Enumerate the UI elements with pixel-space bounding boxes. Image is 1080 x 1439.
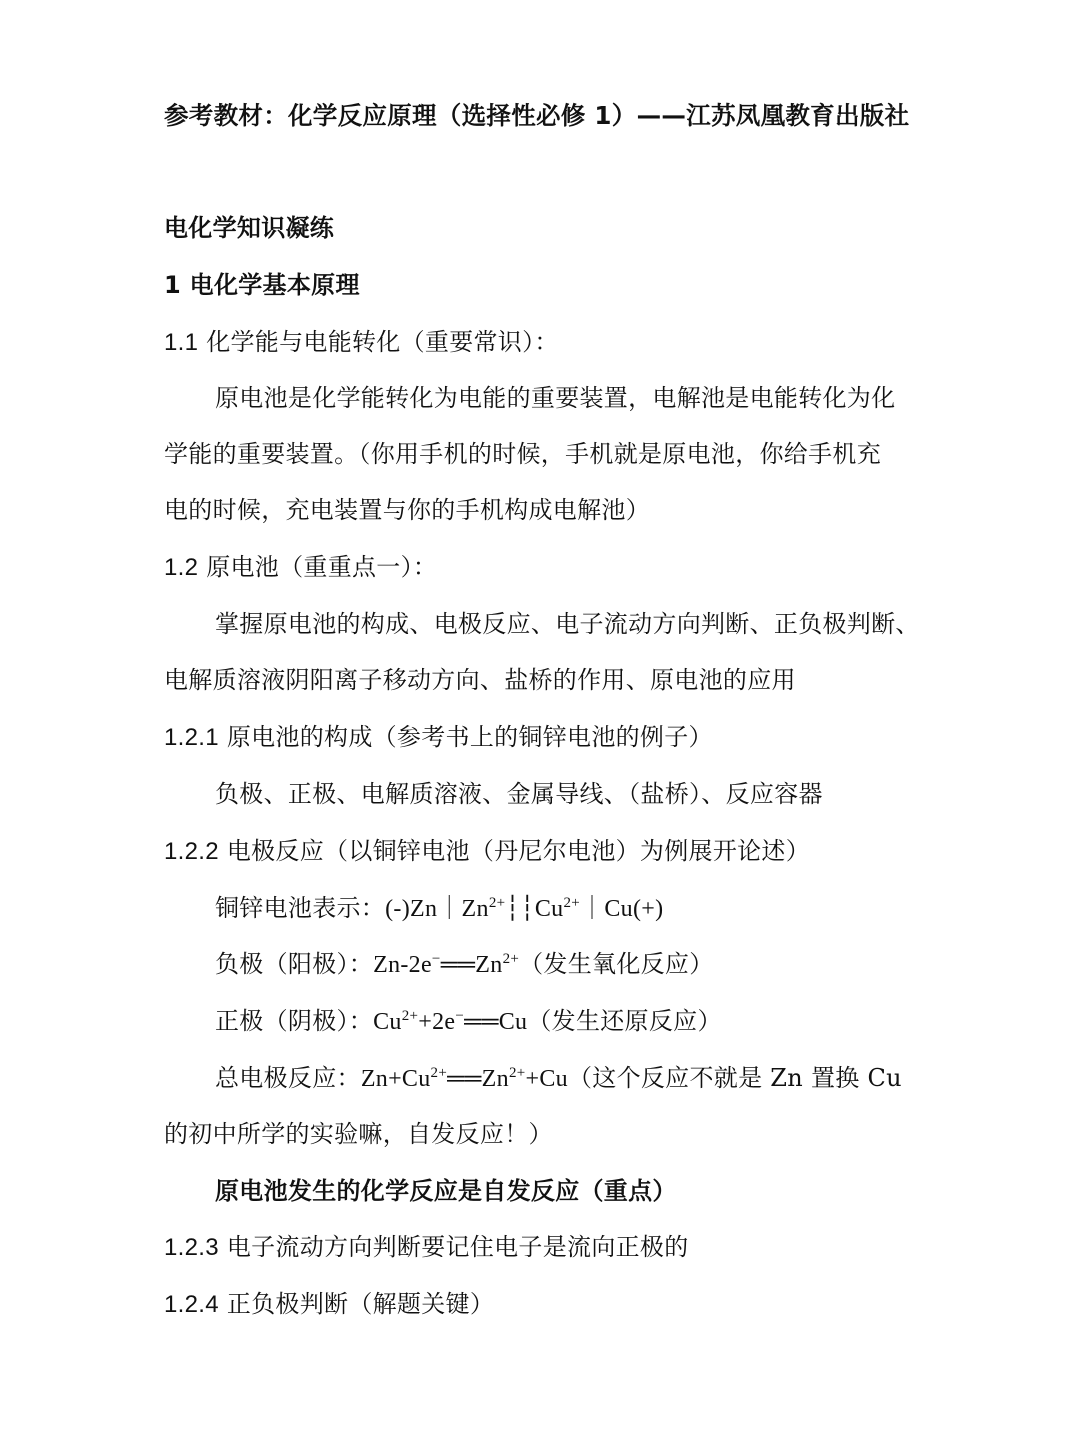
- heading-1-2-3: [164, 1231, 689, 1264]
- charge: 2+: [563, 895, 581, 911]
- paragraph-line: 原电池是化学能转化为电能的重要装置，电解池是电能转化为化: [215, 384, 896, 412]
- negative-electrode-reaction: [215, 948, 714, 981]
- formula-label: 总电极反应：: [215, 1064, 361, 1092]
- heading-text: 化学能与电能转化（重要常识）：: [206, 328, 559, 356]
- heading-1-2-2: [164, 835, 810, 868]
- formula-part: ══Cu: [464, 1009, 528, 1035]
- charge: 2+: [488, 895, 506, 911]
- paragraph-line: 电解质溶液阴阳离子移动方向、盐桥的作用、原电池的应用: [164, 666, 796, 694]
- heading-text: 正负极判断（解题关键）: [226, 1290, 495, 1318]
- emphasis-note: 原电池发生的化学反应是自发反应（重点）: [215, 1177, 677, 1205]
- formula-part: Cu: [373, 1009, 402, 1035]
- heading-number: 1.2.2: [164, 838, 219, 865]
- formula-part: ┆┆Cu: [505, 896, 564, 922]
- heading-1-1: [164, 326, 559, 359]
- heading-text: 电子流动方向判断要记住电子是流向正极的: [226, 1233, 689, 1261]
- paragraph-line: 电的时候，充电装置与你的手机构成电解池）: [164, 496, 650, 524]
- heading-number: 1.2.1: [164, 724, 219, 751]
- paragraph-line: 负极、正极、电解质溶液、金属导线、（盐桥）、反应容器: [215, 780, 823, 808]
- heading-number: 1: [164, 271, 181, 299]
- paragraph-line: 掌握原电池的构成、电极反应、电子流动方向判断、正负极判断、: [215, 610, 920, 638]
- paragraph-line: 的初中所学的实验嘛，自发反应！）: [164, 1120, 553, 1148]
- formula-part: ══Zn: [440, 952, 503, 978]
- heading-number: 1.2: [164, 554, 199, 581]
- formula-part: (-)Zn｜Zn: [385, 896, 489, 922]
- heading-1-2: [164, 551, 437, 584]
- heading-1-2-1: [164, 721, 713, 754]
- formula-part: +Cu: [525, 1066, 568, 1092]
- formula-note: （发生还原反应）: [527, 1007, 722, 1035]
- paragraph-line: 学能的重要装置。（你用手机的时候，手机就是原电池，你给手机充: [164, 440, 881, 468]
- positive-electrode-reaction: [215, 1005, 722, 1038]
- formula-note: （这个反应不就是 Zn 置换 Cu: [567, 1064, 902, 1092]
- heading-number: 1.2.4: [164, 1291, 219, 1318]
- charge: −: [431, 951, 441, 967]
- formula-part: Zn+Cu: [360, 1066, 431, 1092]
- formula-part: ══Zn: [447, 1066, 509, 1092]
- heading-number: 1.1: [164, 329, 199, 356]
- charge: 2+: [508, 1065, 526, 1081]
- heading-number: 1.2.3: [164, 1234, 219, 1261]
- battery-notation: [215, 892, 663, 925]
- charge: 2+: [502, 951, 520, 967]
- formula-note: （发生氧化反应）: [519, 950, 714, 978]
- heading-text: 电极反应（以铜锌电池（丹尼尔电池）为例展开论述）: [226, 837, 811, 865]
- formula-label: 铜锌电池表示：: [215, 894, 386, 922]
- section-title: 电化学知识凝练: [164, 214, 335, 242]
- heading-text: 原电池（重重点一）：: [206, 553, 438, 581]
- formula-part: +2e: [418, 1009, 456, 1035]
- charge: −: [455, 1008, 465, 1024]
- charge: 2+: [401, 1008, 419, 1024]
- formula-label: 正极（阴极）：: [215, 1007, 374, 1035]
- heading-1-2-4: [164, 1288, 494, 1321]
- formula-label: 负极（阳极）：: [215, 950, 374, 978]
- heading-1: [164, 269, 360, 301]
- formula-part: Zn-2e: [373, 952, 432, 978]
- formula-part: ｜Cu(+): [580, 896, 664, 922]
- heading-text: 电化学基本原理: [189, 271, 360, 299]
- charge: 2+: [430, 1065, 448, 1081]
- heading-text: 原电池的构成（参考书上的铜锌电池的例子）: [226, 723, 713, 751]
- total-reaction: [215, 1062, 902, 1095]
- reference-textbook: 参考教材：化学反应原理（选择性必修 1）——江苏凤凰教育出版社: [164, 101, 910, 130]
